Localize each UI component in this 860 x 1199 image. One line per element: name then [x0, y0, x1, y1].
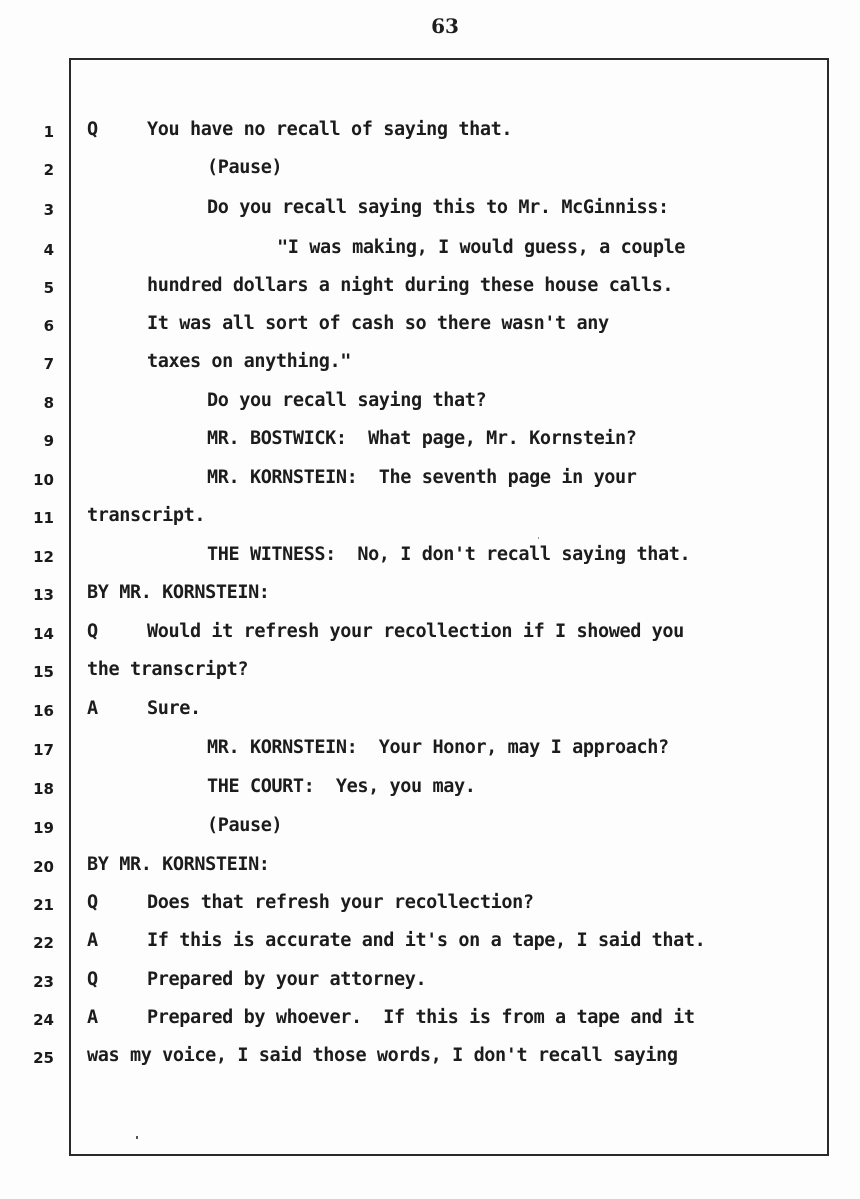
line-text: MR. BOSTWICK: What page, Mr. Kornstein?	[207, 428, 637, 449]
transcript-line	[207, 544, 690, 565]
line-text: It was all sort of cash so there wasn't any	[147, 313, 609, 334]
transcript-line	[87, 892, 534, 913]
line-text: You have no recall of saying that.	[147, 119, 513, 140]
line-number: 7	[43, 355, 54, 373]
line-number: 9	[43, 432, 54, 450]
transcript-line	[207, 390, 486, 411]
line-number: 4	[43, 241, 54, 259]
transcript-line	[87, 119, 512, 140]
line-number: 2	[43, 161, 54, 179]
page-number: 63	[431, 14, 459, 38]
line-number: 25	[33, 1049, 54, 1067]
line-number: 15	[33, 663, 54, 681]
qa-marker: Q	[87, 621, 98, 642]
transcript-line	[207, 815, 282, 836]
line-text: Sure.	[147, 698, 201, 719]
transcript-line	[277, 237, 685, 258]
line-text: the transcript?	[87, 659, 249, 680]
line-number: 21	[33, 896, 54, 914]
transcript-line	[147, 313, 609, 334]
line-number: 12	[33, 548, 54, 566]
line-text: Do you recall saying that?	[207, 390, 487, 411]
line-number: 13	[33, 586, 54, 604]
qa-marker: Q	[87, 969, 98, 990]
transcript-line	[87, 1007, 695, 1028]
line-text: THE COURT: Yes, you may.	[207, 776, 476, 797]
line-number: 6	[43, 317, 54, 335]
line-number: 10	[33, 471, 54, 489]
transcript-line	[87, 1045, 678, 1066]
line-number: 1	[43, 123, 54, 141]
transcript-line	[87, 698, 201, 719]
line-number: 18	[33, 780, 54, 798]
line-number: 8	[43, 394, 54, 412]
transcript-line	[207, 467, 637, 488]
scan-speck	[538, 537, 539, 539]
line-text: BY MR. KORNSTEIN:	[87, 854, 270, 875]
transcript-line	[87, 621, 684, 642]
line-text: (Pause)	[207, 815, 283, 836]
line-number: 11	[33, 509, 54, 527]
line-text: Do you recall saying this to Mr. McGinniss:	[207, 197, 669, 218]
transcript-line	[207, 737, 669, 758]
line-number: 14	[33, 625, 54, 643]
scan-speck	[136, 1136, 138, 1139]
transcript-line	[87, 969, 426, 990]
line-number: 17	[33, 741, 54, 759]
transcript-line	[147, 275, 673, 296]
line-number: 23	[33, 973, 54, 991]
line-text: Prepared by your attorney.	[147, 969, 427, 990]
line-text: (Pause)	[207, 157, 283, 178]
line-text: BY MR. KORNSTEIN:	[87, 582, 270, 603]
line-number: 19	[33, 819, 54, 837]
transcript-line	[87, 930, 705, 951]
qa-marker: A	[87, 930, 98, 951]
line-text: was my voice, I said those words, I don't recall saying	[87, 1045, 678, 1066]
line-text: Would it refresh your recollection if I showed you	[147, 621, 684, 642]
qa-marker: A	[87, 1007, 98, 1028]
line-text: MR. KORNSTEIN: The seventh page in your	[207, 467, 637, 488]
qa-marker: A	[87, 698, 98, 719]
line-text: transcript.	[87, 505, 206, 526]
line-number: 5	[43, 279, 54, 297]
transcript-line	[207, 428, 637, 449]
transcript-line	[207, 197, 669, 218]
transcript-line	[87, 582, 270, 603]
line-number: 3	[43, 201, 54, 219]
transcript-line	[147, 351, 351, 372]
line-number: 22	[33, 934, 54, 952]
line-text: "I was making, I would guess, a couple	[277, 237, 686, 258]
line-number: 24	[33, 1011, 54, 1029]
transcript-line	[87, 505, 205, 526]
transcript-line	[207, 776, 475, 797]
line-text: MR. KORNSTEIN: Your Honor, may I approach?	[207, 737, 669, 758]
qa-marker: Q	[87, 892, 98, 913]
line-number: 16	[33, 702, 54, 720]
line-text: Does that refresh your recollection?	[147, 892, 534, 913]
transcript-line	[87, 854, 270, 875]
transcript-line	[207, 157, 282, 178]
transcript-line	[87, 659, 248, 680]
line-text: THE WITNESS: No, I don't recall saying that.	[207, 544, 691, 565]
line-text: hundred dollars a night during these house calls.	[147, 275, 674, 296]
line-text: Prepared by whoever. If this is from a tape and it	[147, 1007, 695, 1028]
line-text: taxes on anything."	[147, 351, 352, 372]
qa-marker: Q	[87, 119, 98, 140]
transcript-frame	[69, 58, 829, 1156]
line-text: If this is accurate and it's on a tape, I said that.	[147, 930, 706, 951]
line-number: 20	[33, 858, 54, 876]
